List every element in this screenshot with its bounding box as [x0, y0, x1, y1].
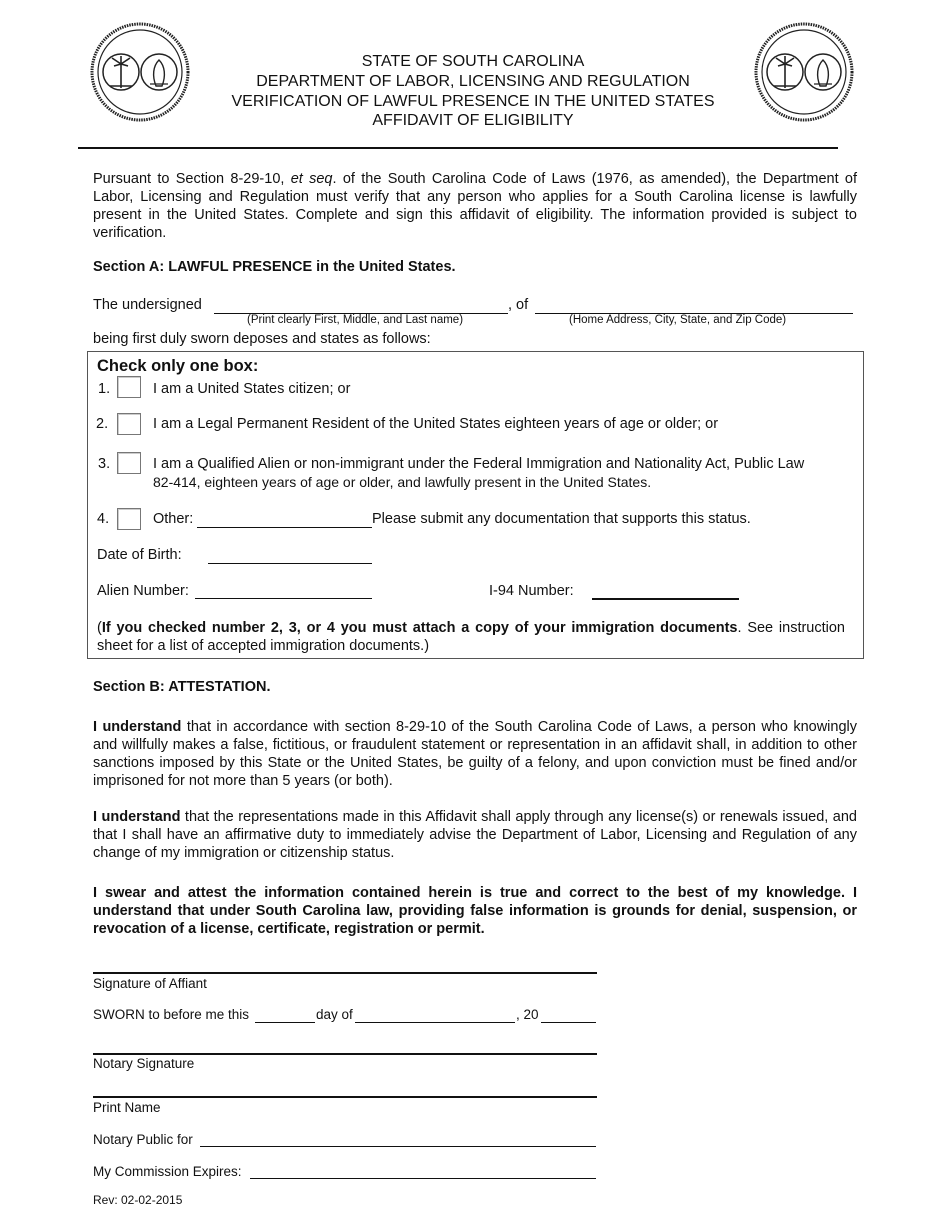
sworn-year-label: , 20: [516, 1007, 539, 1022]
option-4-number: 4.: [97, 511, 110, 527]
option-2-checkbox[interactable]: [117, 413, 141, 435]
option-3-number: 3.: [98, 456, 111, 472]
print-name-field[interactable]: [93, 1096, 597, 1098]
sworn-month-field[interactable]: [355, 1022, 515, 1023]
attestation-paragraph-2: I understand that the representations made in this Affidavit shall apply through any license(s) or renewals issued, and that I shall have an affirmative duty to immediately advise the Department of Labor, Licensing and Regulation of any change of my immigration or citizenship status.: [93, 809, 857, 861]
immigration-docs-note: (If you checked number 2, 3, or 4 you must attach a copy of your immigration documents. See instruction sheet for a list of accepted immigration documents.): [97, 620, 845, 654]
i94-number-label: I-94 Number:: [489, 583, 574, 599]
intro-paragraph: Pursuant to Section 8-29-10, et seq. of the South Carolina Code of Laws (1976, as amended), the Department of Labor, Licensing and Regulation must verify that any person who applies for a South Carolina license is lawfully present in the United States. Complete and sign this affidavit of eligibility. The information provided is subject to verification.: [93, 171, 857, 241]
option-4-checkbox[interactable]: [117, 508, 141, 530]
undersigned-label: The undersigned: [93, 297, 202, 313]
notary-public-for-field[interactable]: [200, 1146, 596, 1147]
header-divider: [78, 147, 838, 149]
sworn-day-of-label: day of: [316, 1007, 353, 1022]
option-3-checkbox[interactable]: [117, 452, 141, 474]
eligibility-box: [87, 351, 864, 659]
header-department: DEPARTMENT OF LABOR, LICENSING AND REGULATION: [256, 73, 690, 90]
option-4-other-label: Other:: [153, 511, 194, 527]
other-field[interactable]: [197, 527, 372, 528]
option-2-text: I am a Legal Permanent Resident of the United States eighteen years of age or older; or: [153, 416, 719, 432]
option-1-text: I am a United States citizen; or: [153, 381, 351, 397]
option-4-note: Please submit any documentation that supports this status.: [372, 511, 751, 527]
sworn-day-field[interactable]: [255, 1022, 315, 1023]
header-form-subtitle: AFFIDAVIT OF ELIGIBILITY: [372, 112, 574, 129]
option-3-text-cont: 82-414, eighteen years of age or older, and lawfully present in the United States.: [153, 474, 652, 490]
i94-number-field[interactable]: [592, 598, 739, 600]
section-a-title: Section A: LAWFUL PRESENCE in the United States.: [93, 259, 456, 275]
sworn-year-field[interactable]: [541, 1022, 596, 1023]
notary-signature-field[interactable]: [93, 1053, 597, 1055]
dob-label: Date of Birth:: [97, 547, 182, 563]
address-hint: (Home Address, City, State, and Zip Code): [569, 314, 787, 326]
state-seal-left: [90, 22, 190, 122]
alien-number-field[interactable]: [195, 598, 372, 599]
revision-date: Rev: 02-02-2015: [93, 1193, 183, 1207]
of-label: , of: [508, 297, 529, 313]
affiant-signature-field[interactable]: [93, 972, 597, 974]
notary-public-for-label: Notary Public for: [93, 1132, 193, 1147]
sworn-statement: being first duly sworn deposes and states as follows:: [93, 331, 431, 347]
header-form-title: VERIFICATION OF LAWFUL PRESENCE IN THE UNITED STATES: [231, 93, 715, 110]
attestation-oath: I swear and attest the information contained herein is true and correct to the best of my knowledge. I understand that under South Carolina law, providing false information is grounds for denial, suspension, or revocation of a license, certificate, registration or permit.: [93, 885, 857, 937]
check-title: Check only one box:: [97, 357, 259, 375]
option-2-number: 2.: [96, 416, 109, 432]
attestation-paragraph-1: I understand that in accordance with section 8-29-10 of the South Carolina Code of Laws, a person who knowingly and willfully makes a false, fictitious, or fraudulent statement or representation in an affidavit shall, in addition to other sanctions imposed by this State or the United States, be guilty of a felony, and upon conviction must be fined and/or imprisoned for not more than 5 years (or both).: [93, 719, 858, 789]
affiant-signature-label: Signature of Affiant: [93, 976, 207, 991]
state-seal-right: [754, 22, 854, 122]
dob-field[interactable]: [208, 563, 372, 564]
commission-expires-field[interactable]: [250, 1178, 596, 1179]
option-3-text: I am a Qualified Alien or non-immigrant under the Federal Immigration and Nationality Act, Public Law: [153, 456, 805, 472]
print-name-label: Print Name: [93, 1100, 161, 1115]
commission-expires-label: My Commission Expires:: [93, 1164, 242, 1179]
section-b-title: Section B: ATTESTATION.: [93, 679, 271, 695]
header-state: STATE OF SOUTH CAROLINA: [361, 53, 585, 70]
alien-number-label: Alien Number:: [97, 583, 189, 599]
name-hint: (Print clearly First, Middle, and Last name): [247, 314, 464, 326]
option-1-number: 1.: [98, 381, 111, 397]
option-1-checkbox[interactable]: [117, 376, 141, 398]
notary-signature-label: Notary Signature: [93, 1056, 195, 1071]
sworn-label: SWORN to before me this: [93, 1007, 250, 1022]
